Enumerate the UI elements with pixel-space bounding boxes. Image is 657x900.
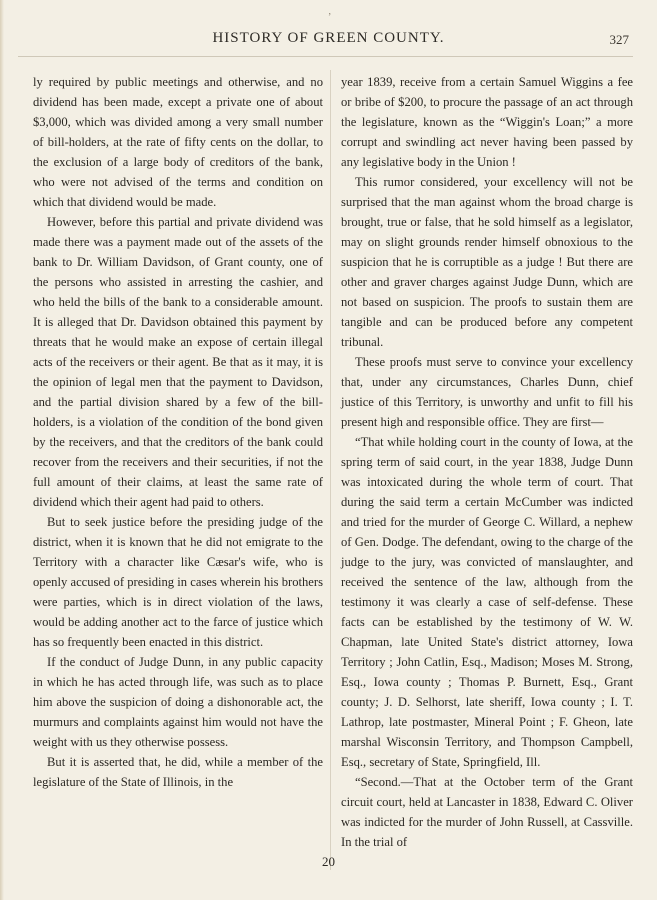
signature-mark: 20 bbox=[322, 854, 335, 869]
print-mark: ʼ bbox=[328, 12, 332, 23]
column-divider bbox=[330, 70, 331, 870]
paragraph: “That while holding court in the county of Iowa, at the spring term of said court, in the year 1838, Judge Dunn was intoxicated during the whole term of court. That during the said term a certain McCumber was indicted and tried for the murder of George C. Willard, a nephew of Gen. Dodge. The defendant, owing to the charge of the judge to the jury, was convicted of manslaughter, and received the sentence of the law, although from the testimony it was clearly a case of self-defense. These facts can be established by the testimony of W. W. Chapman, late United State's district attorney, Iowa Territory ; John Catlin, Esq., Madison; Moses M. Strong, Esq., Iowa county ; Thomas P. Burnett, Esq., Grant county; J. D. Selhorst, late sheriff, Iowa county ; I. T. Lathrop, late postmaster, Mineral Point ; F. Gheon, late marshal Wisconsin Territory, and Thompson Campbell, Esq., secretary of State, Springfield, Ill. bbox=[341, 435, 633, 769]
paragraph: These proofs must serve to convince your excellency that, under any circumstances, Charles Dunn, chief justice of this Territory, is unworthy and unfit to fill his present high and responsible office. They are first— bbox=[341, 355, 633, 429]
paragraph: If the conduct of Judge Dunn, in any public capacity in which he has acted through life, was such as to place him above the suspicion of doing a dishonorable act, the murmurs and complaints against him would not have the weight with us they otherwise possess. bbox=[33, 655, 323, 749]
paragraph: year 1839, receive from a certain Samuel Wiggins a fee or bribe of $200, to procure the passage of an act through the legislature, known as the “Wiggin's Loan;” a more corrupt and swindling act never having been passed by any legislative body in the Union ! bbox=[341, 75, 633, 169]
paragraph: However, before this partial and private dividend was made there was a payment made out of the assets of the bank to Dr. William Davidson, of Grant county, one of the persons who assisted in arresting the cashier, and who held the bills of the bank to a considerable amount. It is alleged that Dr. Davidson obtained this payment by threats that he would make an expose of certain illegal acts of the receivers or their agent. Be that as it may, it is the opinion of legal men that the payment to Davidson, and the partial division shared by a few of the bill-holders, is a violation of the condition of the bond given by the receivers, and that the creditors of the bank could recover from the receivers and their securities, if not the full amount of their claims, at least the same rate of dividend which their agent had paid to others. bbox=[33, 215, 323, 509]
paragraph: “Second.—That at the October term of the Grant circuit court, held at Lancaster in 1838, Edward C. Oliver was indicted for the murder of John Russell, at Cassville. In the trial of bbox=[341, 775, 633, 849]
paragraph: This rumor considered, your excellency will not be surprised that the man against whom the broad charge is brought, true or false, that he sold himself as a legislator, may on slight grounds render himself obnoxious to the suspicion that he is corruptible as a judge ! But there are other and graver charges against Judge Dunn, which are not based on suspicion. The proofs to sustain them are tangible and can be produced before any competent tribunal. bbox=[341, 175, 633, 349]
paragraph: But it is asserted that, he did, while a member of the legislature of the State of Illinois, in the bbox=[33, 755, 323, 789]
page-number: 327 bbox=[609, 32, 629, 47]
paragraph: But to seek justice before the presiding judge of the district, when it is known that he did not emigrate to the Territory with a character like Cæsar's wife, who is openly accused of presiding in cases wherein his brothers were parties, which is in direct violation of the laws, would be adding another act to the farce of justice which has so frequently been enacted in this district. bbox=[33, 515, 323, 649]
left-column bbox=[33, 72, 323, 792]
right-column bbox=[341, 72, 633, 852]
page-binding-edge bbox=[0, 0, 4, 900]
running-head-title: HISTORY OF GREEN COUNTY. bbox=[212, 30, 445, 46]
paragraph: ly required by public meetings and otherwise, and no dividend has been made, except a private one of about $3,000, which was divided among a very small number of bill-holders, at the rate of fifty cents on the dollar, to the exclusion of a large body of creditors of the bank, who were not advised of the terms and condition on which that dividend would be made. bbox=[33, 75, 323, 209]
header-rule bbox=[18, 56, 633, 57]
